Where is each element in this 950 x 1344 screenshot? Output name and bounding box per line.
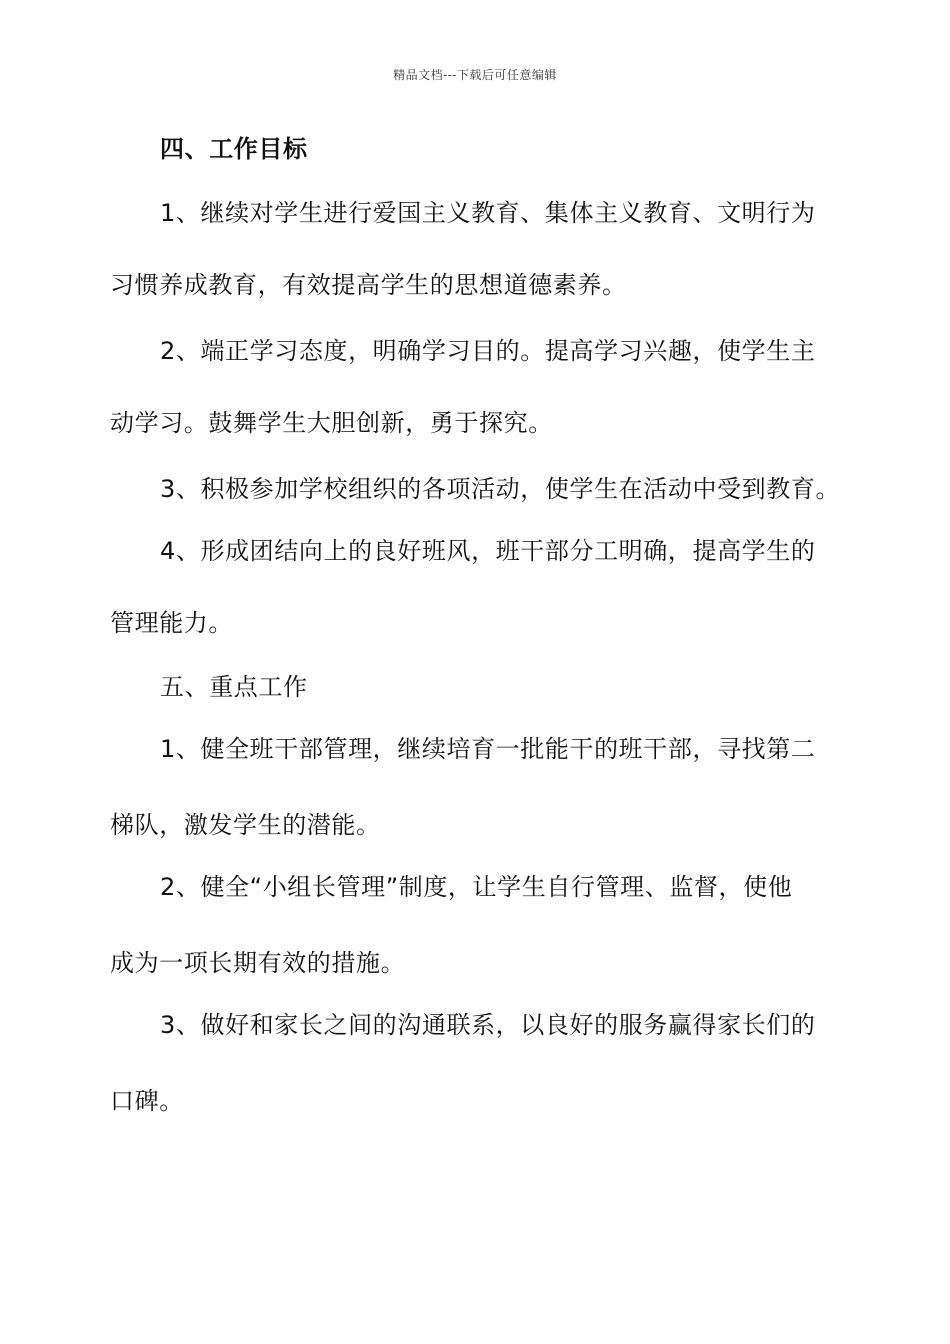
goal-item-3-line-1: 3、积极参加学校组织的各项活动，使学生在活动中受到教育。 xyxy=(160,475,841,503)
page-header: 精品文档---下载后可任意编辑 xyxy=(393,68,557,82)
section-heading-goals: 四、工作目标 xyxy=(160,135,308,163)
goal-item-2-line-2: 动学习。鼓舞学生大胆创新，勇于探究。 xyxy=(110,409,553,437)
key-work-item-2-line-2: 成为一项长期有效的措施。 xyxy=(110,949,406,977)
key-work-item-1-line-1: 1、健全班干部管理，继续培育一批能干的班干部，寻找第二 xyxy=(160,735,816,763)
key-work-item-3-line-1: 3、做好和家长之间的沟通联系，以良好的服务赢得家长们的 xyxy=(160,1011,816,1039)
key-work-item-3-line-2: 口碑。 xyxy=(110,1087,184,1115)
goal-item-4-line-2: 管理能力。 xyxy=(110,609,233,637)
goal-item-1-line-2: 习惯养成教育，有效提高学生的思想道德素养。 xyxy=(110,271,627,299)
goal-item-1-line-1: 1、继续对学生进行爱国主义教育、集体主义教育、文明行为 xyxy=(160,199,816,227)
section-heading-key-work: 五、重点工作 xyxy=(160,673,308,701)
goal-item-2-line-1: 2、端正学习态度，明确学习目的。提高学习兴趣，使学生主 xyxy=(160,337,816,365)
goal-item-4-line-1: 4、形成团结向上的良好班风，班干部分工明确，提高学生的 xyxy=(160,537,816,565)
key-work-item-2-line-1: 2、健全“小组长管理”制度，让学生自行管理、监督，使他 xyxy=(160,873,793,901)
key-work-item-1-line-2: 梯队，激发学生的潜能。 xyxy=(110,811,381,839)
